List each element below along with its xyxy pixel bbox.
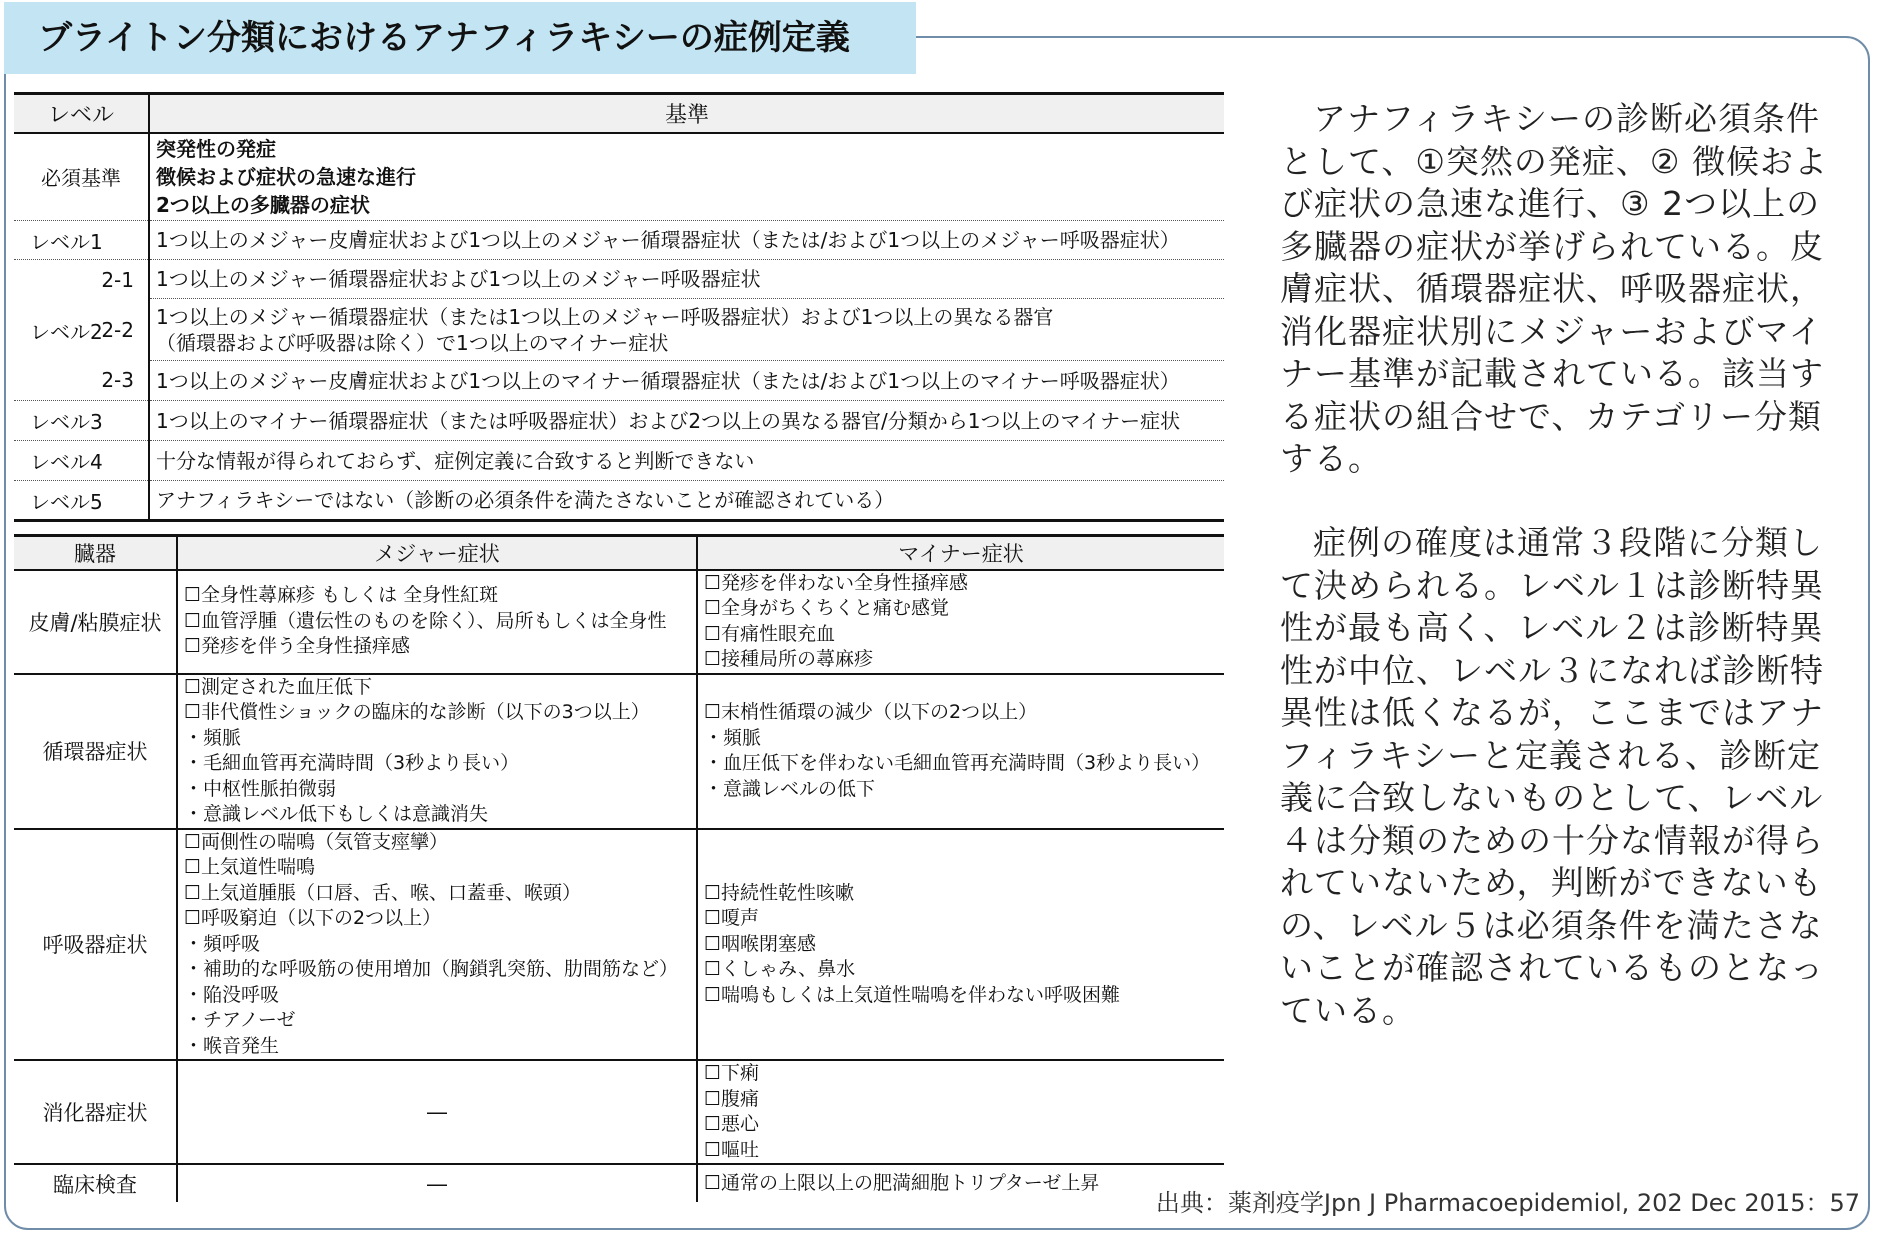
table-row xyxy=(14,401,1224,441)
symptom-item: ☐測定された血圧低下 xyxy=(184,675,373,698)
level-table-header xyxy=(14,94,1224,133)
major-symptoms xyxy=(177,674,697,829)
symptom-item: ☐両側性の喘鳴（気管支痙攣） xyxy=(184,830,449,853)
symptom-item: ・毛細血管再充満時間（3秒より長い） xyxy=(184,752,520,774)
symptom-item: ☐悪心 xyxy=(704,1113,760,1135)
minor-symptoms xyxy=(697,674,1224,829)
symptom-item: ・補助的な呼吸筋の使用増加（胸鎖乳突筋、肋間筋など） xyxy=(184,958,679,980)
organ-label: 消化器症状 xyxy=(14,1060,177,1164)
symptom-item: ☐発疹を伴う全身性掻痒感 xyxy=(184,635,411,658)
side-description-2 xyxy=(1280,522,1840,1032)
level-label: レベル1 xyxy=(14,221,149,260)
criteria-line: 突発性の発症 xyxy=(156,136,276,161)
symptom-item: ・チアノーゼ xyxy=(184,1009,296,1031)
sub-level-label: 2-3 xyxy=(14,361,149,401)
symptom-item: ☐全身性蕁麻疹 もしくは 全身性紅斑 xyxy=(184,584,499,607)
symptom-item: ☐持続性乾性咳嗽 xyxy=(704,881,855,904)
minor-symptoms xyxy=(697,570,1224,674)
table-row xyxy=(14,361,1224,401)
minor-symptoms xyxy=(697,1164,1224,1202)
symptom-item: ☐下痢 xyxy=(704,1062,760,1084)
organ-label: 皮膚/粘膜症状 xyxy=(14,570,177,674)
symptom-item: ☐咽喉閉塞感 xyxy=(704,932,817,955)
symptom-item: ・喉音発生 xyxy=(184,1034,280,1057)
major-symptoms xyxy=(177,570,697,674)
table-row xyxy=(14,441,1224,481)
symptom-item: ☐嘔吐 xyxy=(704,1138,760,1161)
major-symptoms: ― xyxy=(177,1060,697,1164)
symptom-item: ☐呼吸窮迫（以下の2つ以上） xyxy=(184,907,442,929)
level-criteria xyxy=(149,401,1224,441)
table-row xyxy=(14,674,1224,829)
level-criteria-table xyxy=(14,92,1224,522)
symptom-item: ☐腹痛 xyxy=(704,1087,760,1110)
level-criteria xyxy=(149,133,1224,221)
level-label: レベル2 xyxy=(30,320,103,344)
organ-table-header xyxy=(14,536,1224,570)
sub-level-label: 2-1 xyxy=(101,268,134,292)
table-row xyxy=(14,481,1224,521)
organ-label: 呼吸器症状 xyxy=(14,829,177,1061)
table-row xyxy=(14,299,1224,361)
organ-symptom-table xyxy=(14,534,1224,1202)
side-paragraph: 症例の確度は通常３段階に分類して決められる。レベル１は診断特異性が最も高く、レベル２は診断特異性が中位、レベル３になれば診断特異性は低くなるが，ここまではアナフィラキシーと定義される、診断定義に合致しないものとして、レベル４は分類のための十分な情報が得られていないため，判断ができないもの、レベル５は必須条件を満たさないことが確認されているものとなっている。 xyxy=(1280,523,1824,1030)
symptom-item: ☐喘鳴もしくは上気道性喘鳴を伴わない呼吸困難 xyxy=(704,983,1121,1006)
sub-level-label: 2-2 xyxy=(14,299,149,361)
symptom-item: ・意識レベル低下もしくは意識消失 xyxy=(184,803,489,825)
symptom-item: ☐くしゃみ、鼻水 xyxy=(704,958,856,980)
table-row xyxy=(14,1164,1224,1202)
criteria-line: アナフィラキシーではない（診断の必須条件を満たさないことが確認されている） xyxy=(156,488,895,512)
level-label: 必須基準 xyxy=(14,133,149,221)
level-criteria xyxy=(149,481,1224,521)
symptom-item: ☐通常の上限以上の肥満細胞トリプターゼ上昇 xyxy=(704,1171,1100,1194)
symptom-item: ・意識レベルの低下 xyxy=(704,777,876,800)
symptom-item: ☐上気道腫脹（口唇、舌、喉、口蓋垂、喉頭） xyxy=(184,881,582,904)
symptom-item: ・頻呼吸 xyxy=(184,932,261,955)
criteria-line: 十分な情報が得られておらず、症例定義に合致すると判断できない xyxy=(156,448,755,473)
level-label: レベル5 xyxy=(14,481,149,521)
level-label: レベル4 xyxy=(14,441,149,481)
organ-label: 循環器症状 xyxy=(14,674,177,829)
level-criteria xyxy=(149,260,1224,299)
criteria-line: 徴候および症状の急速な進行 xyxy=(156,164,416,189)
major-column-header: メジャー症状 xyxy=(177,536,697,570)
criteria-line: （循環器および呼吸器は除く）で1つ以上のマイナー症状 xyxy=(156,330,669,355)
criteria-line: 1つ以上のメジャー皮膚症状および1つ以上のメジャー循環器症状（または/および1つ以上のメジャー呼吸器症状） xyxy=(156,228,1180,252)
table-row xyxy=(14,1060,1224,1164)
symptom-item: ・頻脈 xyxy=(704,726,762,749)
major-symptoms xyxy=(177,829,697,1061)
symptom-item: ☐接種局所の蕁麻疹 xyxy=(704,648,874,670)
criteria-line: 1つ以上のメジャー皮膚症状および1つ以上のマイナー循環器症状（または/および1つ以上のマイナー呼吸器症状） xyxy=(156,368,1180,393)
symptom-item: ・陥没呼吸 xyxy=(184,983,280,1006)
criteria-line: 2つ以上の多臓器の症状 xyxy=(156,192,370,217)
level-label: レベル3 xyxy=(14,401,149,441)
page-title: ブライトン分類におけるアナフィラキシーの症例定義 xyxy=(4,2,916,74)
organ-label: 臨床検査 xyxy=(14,1164,177,1202)
major-symptoms: ― xyxy=(177,1164,697,1202)
symptom-item: ・血圧低下を伴わない毛細血管再充満時間（3秒より長い） xyxy=(704,752,1211,774)
side-paragraph: アナフィラキシーの診断必須条件として、①突然の発症、② 徴候および症状の急速な進行、③ 2つ以上の多臓器の症状が挙げられている。皮膚症状、循環器症状、呼吸器症状，消化器症状別にメジャーおよびマイナー基準が記載されている。該当する症状の組合せで、カテゴリー分類する。 xyxy=(1280,99,1828,478)
minor-column-header: マイナー症状 xyxy=(697,536,1224,570)
symptom-item: ☐上気道性喘鳴 xyxy=(184,856,316,878)
side-description-1 xyxy=(1280,98,1840,481)
table-row xyxy=(14,260,1224,299)
criteria-line: 1つ以上のメジャー循環器症状および1つ以上のメジャー呼吸器症状 xyxy=(156,267,761,291)
table-row xyxy=(14,829,1224,1061)
level-criteria xyxy=(149,361,1224,401)
level-criteria xyxy=(149,221,1224,260)
symptom-item: ・中枢性脈拍微弱 xyxy=(184,777,337,800)
level-criteria xyxy=(149,299,1224,361)
symptom-item: ☐血管浮腫（遺伝性のものを除く）、局所もしくは全身性 xyxy=(184,609,667,632)
symptom-item: ☐全身がちくちくと痛む感覚 xyxy=(704,597,950,619)
criteria-line: 1つ以上のマイナー循環器症状（または呼吸器症状）および2つ以上の異なる器官/分類から1つ以上のマイナー症状 xyxy=(156,408,1181,433)
table-row xyxy=(14,221,1224,260)
symptom-item: ☐有痛性眼充血 xyxy=(704,622,836,645)
symptom-item: ☐非代償性ショックの臨床的な診断（以下の3つ以上） xyxy=(184,701,650,723)
minor-symptoms xyxy=(697,829,1224,1061)
organ-column-header: 臓器 xyxy=(14,536,177,570)
level-column-header: レベル xyxy=(14,94,149,133)
symptom-item: ☐嗄声 xyxy=(704,907,760,929)
source-citation: 出典：薬剤疫学Jpn J Pharmacoepidemiol, 202 Dec 2015：57 xyxy=(1155,1189,1860,1217)
symptom-item: ・頻脈 xyxy=(184,726,242,749)
criteria-column-header: 基準 xyxy=(149,94,1224,133)
symptom-item: ☐発疹を伴わない全身性掻痒感 xyxy=(704,571,969,594)
table-row xyxy=(14,133,1224,221)
symptom-item: ☐末梢性循環の減少（以下の2つ以上） xyxy=(704,701,1038,723)
table-row xyxy=(14,570,1224,674)
minor-symptoms xyxy=(697,1060,1224,1164)
level-criteria xyxy=(149,441,1224,481)
level2-label-cell xyxy=(14,260,149,344)
criteria-line: 1つ以上のメジャー循環器症状（または1つ以上のメジャー呼吸器症状）および1つ以上の異なる器官 xyxy=(156,304,1054,329)
